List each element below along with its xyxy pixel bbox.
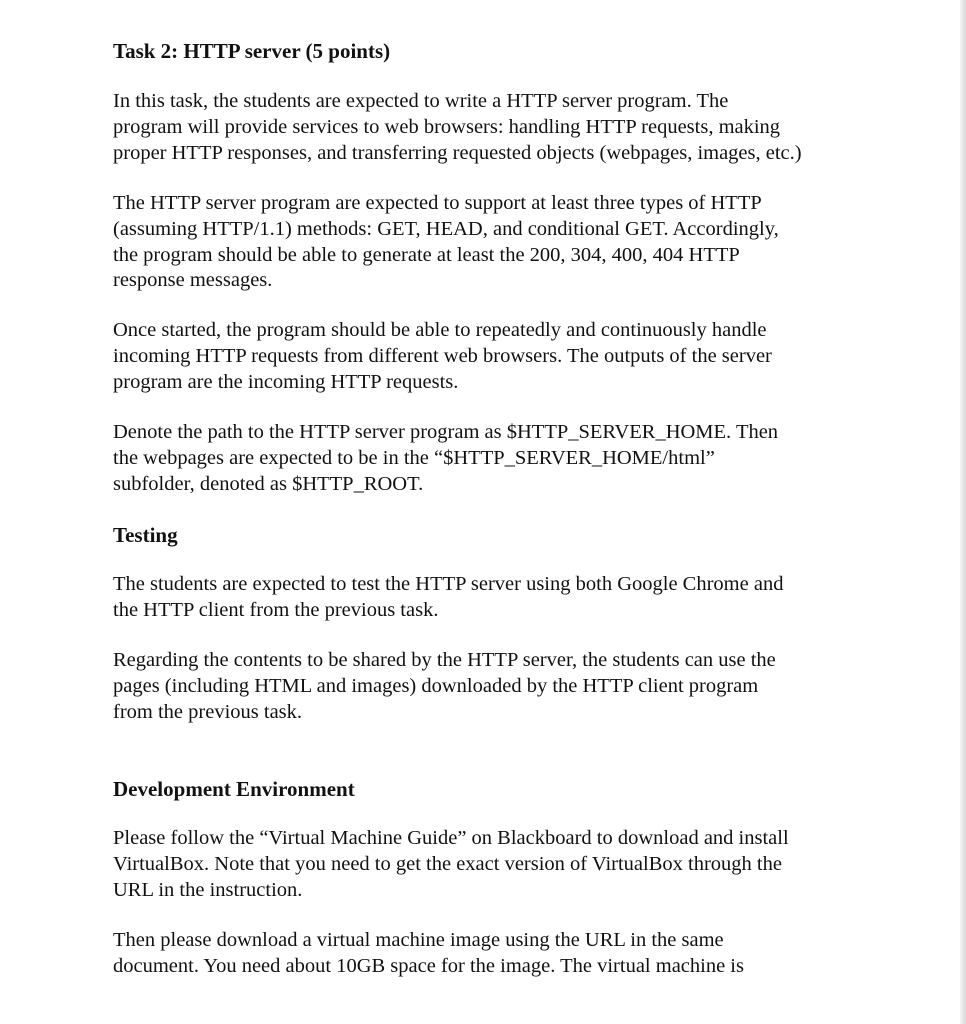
testing-heading: Testing bbox=[113, 523, 178, 547]
paragraph-line: Denote the path to the HTTP server program as $HTTP_SERVER_HOME. Then bbox=[113, 421, 779, 443]
intro-paragraph bbox=[113, 89, 873, 166]
paragraph-line: Regarding the contents to be shared by the HTTP server, the students can use the bbox=[113, 649, 776, 671]
paragraph-line: (assuming HTTP/1.1) methods: GET, HEAD, and conditional GET. Accordingly, bbox=[113, 217, 779, 240]
paragraph-line: pages (including HTML and images) downloaded by the HTTP client program bbox=[113, 674, 759, 697]
paragraph-line: The HTTP server program are expected to support at least three types of HTTP bbox=[113, 192, 762, 214]
dev-env-paragraph-1 bbox=[113, 826, 873, 903]
paragraph-line: Then please download a virtual machine image using the URL in the same bbox=[113, 929, 724, 951]
paragraph-line: program will provide services to web browsers: handling HTTP requests, making bbox=[113, 115, 781, 138]
dev-env-paragraph-2 bbox=[113, 928, 873, 980]
paragraph-line: The students are expected to test the HTTP server using both Google Chrome and bbox=[113, 573, 784, 595]
paragraph-line: Once started, the program should be able to repeatedly and continuously handle bbox=[113, 319, 767, 341]
testing-paragraph-1 bbox=[113, 572, 873, 624]
page-edge-shadow bbox=[960, 0, 966, 1024]
paragraph-line: In this task, the students are expected to write a HTTP server program. The bbox=[113, 90, 729, 112]
paragraph-line: the HTTP client from the previous task. bbox=[113, 598, 439, 621]
paragraph-line: program are the incoming HTTP requests. bbox=[113, 370, 459, 393]
path-paragraph bbox=[113, 420, 873, 497]
task-title: Task 2: HTTP server (5 points) bbox=[113, 39, 391, 63]
paragraph-line: from the previous task. bbox=[113, 700, 303, 723]
paragraph-line: URL in the instruction. bbox=[113, 878, 303, 901]
testing-paragraph-2 bbox=[113, 648, 873, 725]
paragraph-line: response messages. bbox=[113, 269, 273, 292]
paragraph-line: document. You need about 10GB space for the image. The virtual machine is bbox=[113, 954, 744, 977]
methods-paragraph bbox=[113, 191, 873, 294]
paragraph-line: proper HTTP responses, and transferring requested objects (webpages, images, etc.) bbox=[113, 141, 802, 164]
paragraph-line: VirtualBox. Note that you need to get the exact version of VirtualBox through the bbox=[113, 852, 782, 875]
dev-env-heading: Development Environment bbox=[113, 777, 355, 801]
operation-paragraph bbox=[113, 318, 873, 395]
paragraph-line: incoming HTTP requests from different web browsers. The outputs of the server bbox=[113, 344, 772, 367]
paragraph-line: the webpages are expected to be in the “$HTTP_SERVER_HOME/html” bbox=[113, 446, 715, 469]
paragraph-line: subfolder, denoted as $HTTP_ROOT. bbox=[113, 472, 424, 495]
paragraph-line: Please follow the “Virtual Machine Guide” on Blackboard to download and install bbox=[113, 827, 789, 849]
paragraph-line: the program should be able to generate at least the 200, 304, 400, 404 HTTP bbox=[113, 243, 740, 266]
